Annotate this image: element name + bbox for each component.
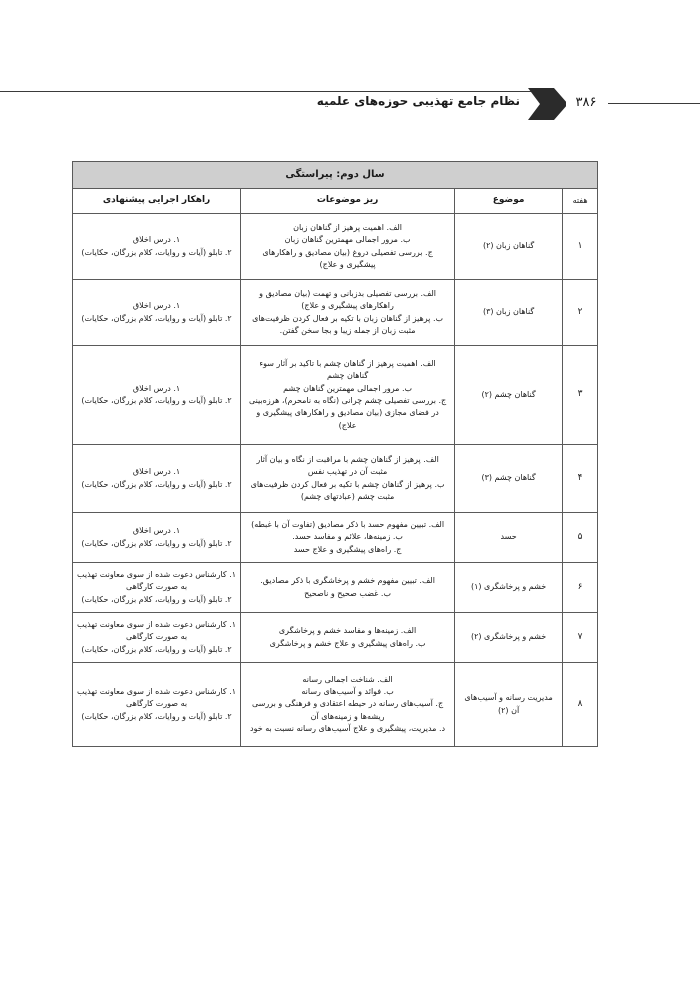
topic-cell: گناهان چشم (۳) xyxy=(455,445,563,513)
solution-line: ۱. درس اخلاق xyxy=(132,526,181,536)
column-header-row xyxy=(73,189,598,214)
subtopics-cell xyxy=(241,563,455,613)
subtopic-line: ب. مرور اجمالی مهمترین گناهان زبان xyxy=(284,235,411,245)
topic-cell: گناهان زبان (۲) xyxy=(455,214,563,280)
subtopic-line: در فضای مجازی (بیان مصادیق و راهکارهای پیشگیری و xyxy=(256,408,439,418)
subtopics-cell xyxy=(241,214,455,280)
table-row xyxy=(73,445,598,513)
subtopics-cell xyxy=(241,513,455,563)
col-header-topic: موضوع xyxy=(455,189,563,214)
table-row xyxy=(73,613,598,663)
subtopic-line: ج. آسیب‌های رسانه در حیطه اعتقادی و فرهنگی و بررسی xyxy=(252,699,444,709)
week-cell: ۵ xyxy=(563,513,598,563)
subtopic-line: راهکارهای پیشگیری و علاج) xyxy=(301,301,394,311)
table-row xyxy=(73,346,598,445)
solution-line: ۱. درس اخلاق xyxy=(132,301,181,311)
week-cell: ۷ xyxy=(563,613,598,663)
topic-line: مدیریت رسانه و آسیب‌های xyxy=(464,693,553,703)
subtopics-cell xyxy=(241,280,455,346)
solution-line: ۱. کارشناس دعوت شده از سوی معاونت تهذیب xyxy=(77,686,237,696)
subtopic-line: الف. پرهیز از گناهان چشم با مراقبت از نگاه و بیان آثار xyxy=(256,454,439,464)
header-rule-left xyxy=(0,91,538,92)
topic-line: آن (۲) xyxy=(498,705,520,715)
subtopic-line: الف. اهمیت پرهیز از گناهان زبان xyxy=(293,222,403,232)
col-header-solutions: راهکار اجرایی پیشنهادی xyxy=(73,189,241,214)
book-title: نظام جامع تهذیبی حوزه‌های علمیه xyxy=(316,94,520,108)
solution-line: ۲. تابلو (آیات و روایات، کلام بزرگان، حکایات) xyxy=(81,594,232,604)
subtopic-line: علاج) xyxy=(338,420,357,430)
week-cell: ۸ xyxy=(563,663,598,747)
subtopic-line: د. مدیریت، پیشگیری و علاج آسیب‌های رسانه نسبت به خود xyxy=(250,724,446,734)
subtopic-line: الف. اهمیت پرهیز از گناهان چشم با تاکید بر آثار سوء xyxy=(259,358,436,368)
solutions-cell xyxy=(73,346,241,445)
subtopics-cell xyxy=(241,346,455,445)
solutions-cell xyxy=(73,445,241,513)
subtopic-line: ب. راه‌های پیشگیری و علاج خشم و پرخاشگری xyxy=(269,638,426,648)
curriculum-table xyxy=(72,161,598,747)
topic-cell: گناهان زبان (۳) xyxy=(455,280,563,346)
solution-line: به صورت کارگاهی xyxy=(125,699,188,709)
week-cell: ۶ xyxy=(563,563,598,613)
subtopic-line: ج. بررسی تفصیلی چشم چرانی (نگاه به نامحرم)، هرزه‌بینی xyxy=(248,396,447,405)
year-title: سال دوم: پیراستگی xyxy=(73,162,598,189)
subtopic-line: مثبت چشم (عبادتهای چشم) xyxy=(300,491,395,501)
week-cell: ۲ xyxy=(563,280,598,346)
table-row xyxy=(73,280,598,346)
col-header-week: هفته xyxy=(563,189,598,214)
subtopic-line: الف. شناخت اجمالی رسانه xyxy=(302,674,393,684)
table-row xyxy=(73,663,598,747)
header-rule-right xyxy=(608,103,700,104)
col-header-subtopics: ریز موضوعات xyxy=(241,189,455,214)
solutions-cell xyxy=(73,513,241,563)
solution-line: به صورت کارگاهی xyxy=(125,632,188,642)
solutions-cell xyxy=(73,613,241,663)
subtopic-line: الف. تبیین مفهوم خشم و پرخاشگری با ذکر مصادیق. xyxy=(260,576,435,586)
subtopic-line: ب. فوائد و آسیب‌های رسانه xyxy=(301,686,394,696)
table-row xyxy=(73,563,598,613)
subtopic-line: ب. پرهیز از گناهان زبان با تکیه بر فعال کردن ظرفیت‌های xyxy=(252,313,444,323)
subtopic-line: ب. غضب صحیح و ناصحیح xyxy=(304,588,391,598)
year-title-row xyxy=(73,162,598,189)
subtopic-line: پیشگیری و علاج) xyxy=(319,259,376,269)
solutions-cell xyxy=(73,280,241,346)
solution-line: ۱. کارشناس دعوت شده از سوی معاونت تهذیب xyxy=(77,619,237,629)
week-cell: ۱ xyxy=(563,214,598,280)
topic-cell xyxy=(455,663,563,747)
week-cell: ۳ xyxy=(563,346,598,445)
subtopic-line: مثبت آن در تهذیب نفس xyxy=(307,467,388,477)
topic-cell: خشم و پرخاشگری (۱) xyxy=(455,563,563,613)
solution-line: ۱. درس اخلاق xyxy=(132,383,181,393)
topic-cell: حسد xyxy=(455,513,563,563)
solution-line: به صورت کارگاهی xyxy=(125,582,188,592)
solutions-cell xyxy=(73,663,241,747)
subtopics-cell xyxy=(241,445,455,513)
solution-line: ۲. تابلو (آیات و روایات، کلام بزرگان، حکایات) xyxy=(81,396,232,405)
page-number: ۳۸۶ xyxy=(566,95,606,110)
subtopic-line: ب. زمینه‌ها، علائم و مفاسد حسد. xyxy=(292,532,403,542)
week-cell: ۴ xyxy=(563,445,598,513)
subtopic-line: ج. بررسی تفصیلی دروغ (بیان مصادیق و راهکارهای xyxy=(262,247,433,257)
subtopic-line: ب. پرهیز از گناهان چشم با تکیه بر فعال کردن ظرفیت‌های xyxy=(250,479,445,489)
solution-line: ۲. تابلو (آیات و روایات، کلام بزرگان، حکایات) xyxy=(81,538,232,548)
table-row xyxy=(73,214,598,280)
solutions-cell xyxy=(73,214,241,280)
subtopics-cell xyxy=(241,663,455,747)
header-arrow-badge-icon xyxy=(528,88,568,120)
solution-line: ۱. درس اخلاق xyxy=(132,235,181,245)
solutions-cell xyxy=(73,563,241,613)
subtopic-line: ب. مرور اجمالی مهمترین گناهان چشم xyxy=(283,383,413,393)
subtopic-line: ریشه‌ها و زمینه‌های آن xyxy=(310,711,385,721)
solution-line: ۱. کارشناس دعوت شده از سوی معاونت تهذیب xyxy=(77,569,237,579)
solution-line: ۲. تابلو (آیات و روایات، کلام بزرگان، حکایات) xyxy=(81,479,232,489)
subtopic-line: الف. زمینه‌ها و مفاسد خشم و پرخاشگری xyxy=(278,626,417,636)
subtopics-cell xyxy=(241,613,455,663)
table-row xyxy=(73,513,598,563)
subtopic-line: ج. راه‌های پیشگیری و علاج حسد xyxy=(293,544,402,554)
solution-line: ۲. تابلو (آیات و روایات، کلام بزرگان، حکایات) xyxy=(81,247,232,257)
solution-line: ۲. تابلو (آیات و روایات، کلام بزرگان، حکایات) xyxy=(81,711,232,721)
subtopic-line: گناهان چشم xyxy=(327,371,369,381)
solution-line: ۱. درس اخلاق xyxy=(132,467,181,477)
topic-cell: خشم و پرخاشگری (۲) xyxy=(455,613,563,663)
subtopic-line: الف. تبیین مفهوم حسد با ذکر مصادیق (تفاوت آن با غبطه) xyxy=(251,519,445,529)
solution-line: ۲. تابلو (آیات و روایات، کلام بزرگان، حکایات) xyxy=(81,644,232,654)
topic-cell: گناهان چشم (۲) xyxy=(455,346,563,445)
subtopic-line: الف. بررسی تفصیلی بدزبانی و تهمت (بیان مصادیق و xyxy=(259,288,436,298)
solution-line: ۲. تابلو (آیات و روایات، کلام بزرگان، حکایات) xyxy=(81,313,232,323)
subtopic-line: مثبت زبان از جمله زیبا و بجا سخن گفتن. xyxy=(279,325,416,335)
